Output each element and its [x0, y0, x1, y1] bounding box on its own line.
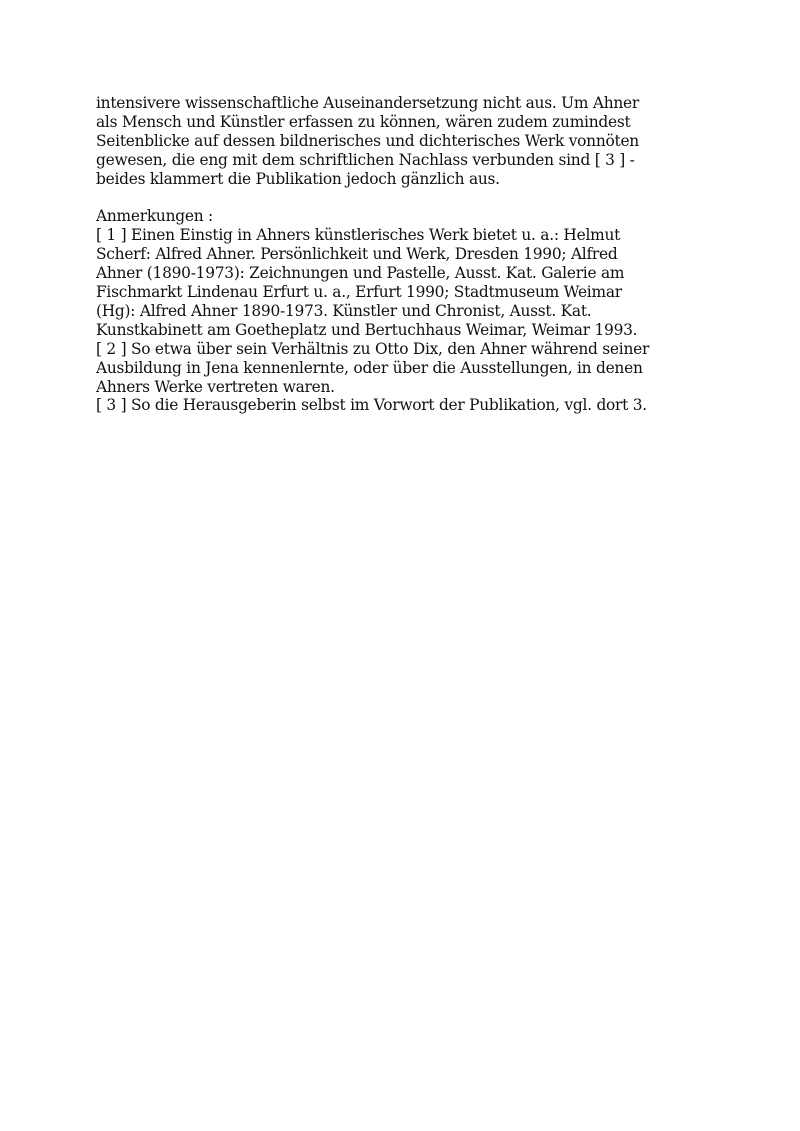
paragraph-line: beides klammert die Publikation jedoch gänzlich aus.	[96, 169, 500, 188]
note-line: Fischmarkt Lindenau Erfurt u. a., Erfurt 1990; Stadtmuseum Weimar	[96, 283, 622, 302]
paragraph-line: intensivere wissenschaftliche Auseinandersetzung nicht aus. Um Ahner	[96, 94, 640, 112]
note-line: [ 1 ] Einen Einstig in Ahners künstlerisches Werk bietet u. a.: Helmut	[96, 226, 621, 245]
notes-heading: Anmerkungen :	[96, 207, 213, 226]
note-line: [ 2 ] So etwa über sein Verhältnis zu Otto Dix, den Ahner während seiner	[96, 339, 650, 358]
document-text	[96, 94, 716, 415]
body-paragraph	[96, 94, 716, 189]
note-line: (Hg): Alfred Ahner 1890-1973. Künstler und Chronist, Ausst. Kat.	[96, 301, 592, 320]
note-line: Ahner (1890-1973): Zeichnungen und Pastelle, Ausst. Kat. Galerie am	[96, 264, 625, 283]
paragraph-line: als Mensch und Künstler erfassen zu können, wären zudem zumindest	[96, 112, 631, 131]
note-line: Ahners Werke vertreten waren.	[96, 377, 335, 396]
note-line: Scherf: Alfred Ahner. Persönlichkeit und Werk, Dresden 1990; Alfred	[96, 245, 618, 264]
note-line: Kunstkabinett am Goetheplatz und Bertuchhaus Weimar, Weimar 1993.	[96, 320, 638, 339]
note-line: Ausbildung in Jena kennenlernte, oder über die Ausstellungen, in denen	[96, 358, 643, 377]
notes-section	[96, 207, 716, 415]
paragraph-gap	[96, 189, 716, 208]
paragraph-line: Seitenblicke auf dessen bildnerisches und dichterisches Werk vonnöten	[96, 131, 639, 150]
paragraph-line: gewesen, die eng mit dem schriftlichen Nachlass verbunden sind [ 3 ] -	[96, 150, 635, 169]
note-line: [ 3 ] So die Herausgeberin selbst im Vorwort der Publikation, vgl. dort 3.	[96, 396, 647, 415]
